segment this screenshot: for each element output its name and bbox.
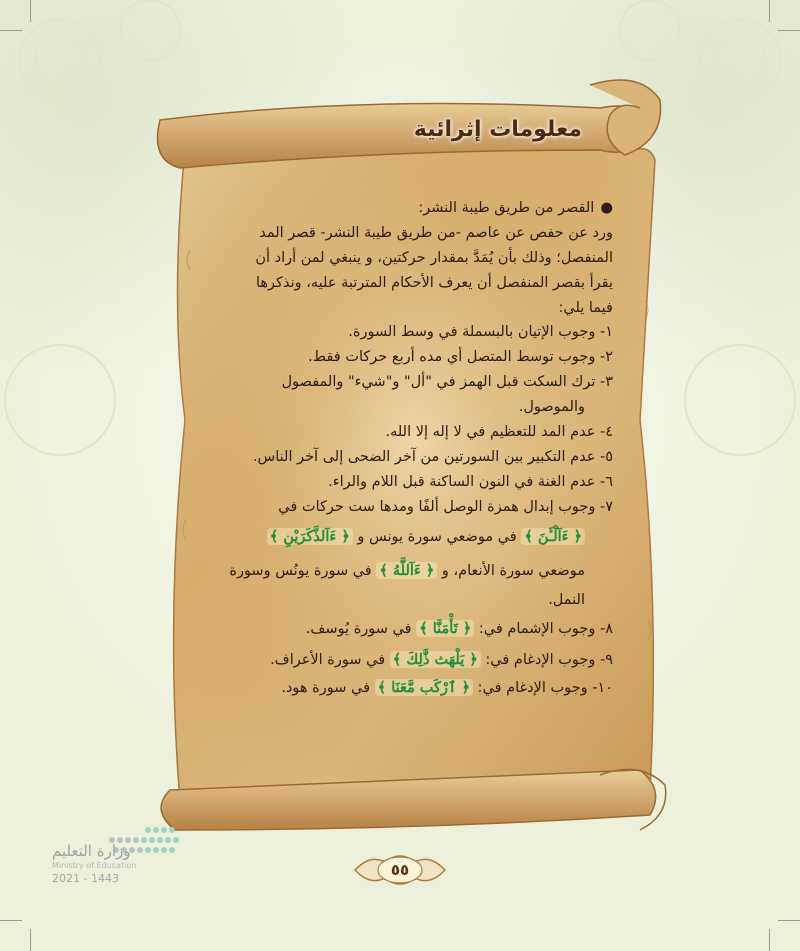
- quran-word: ﴿ ءَآللَّهُ ﴾: [376, 562, 437, 579]
- item-text: في سورة هود.: [281, 680, 371, 697]
- item-number: ٦-: [599, 473, 613, 490]
- item-number: ٢-: [599, 349, 613, 366]
- item7-line: [205, 554, 613, 588]
- item-number: ٧-: [599, 498, 613, 515]
- list-item: [205, 445, 613, 470]
- item-text: وجوب الإشمام في:: [478, 621, 596, 638]
- list-item: [205, 674, 613, 702]
- intro-heading: [205, 196, 613, 221]
- ministry-name-en: Ministry of Education: [52, 861, 137, 870]
- item-text: وجوب الإتيان بالبسملة في وسط السورة.: [348, 324, 596, 341]
- item-number: ٣-: [599, 374, 613, 391]
- quran-word: ﴿ تَأْمَنَّا ﴾: [416, 620, 474, 637]
- list-item: [205, 646, 613, 674]
- item7-line: [205, 520, 613, 554]
- list-item: [205, 612, 613, 646]
- item-number: ١٠-: [592, 680, 613, 697]
- page-title: معلومات إثرائية: [413, 117, 582, 142]
- intro-line: يقرأ بقصر المنفصل أن يعرف الأحكام المترتبة عليه، ونذكرها: [255, 274, 613, 291]
- item-text: في سورة يُوسف.: [305, 621, 412, 638]
- item-number: ١-: [599, 324, 613, 341]
- bullet-icon: ●: [600, 200, 613, 216]
- quran-word: ﴿ ءَآلذَّكَرَيْنِ ﴾: [267, 528, 353, 545]
- content-block: [205, 196, 613, 702]
- list-item: [205, 495, 613, 520]
- item-text: وجوب توسط المتصل أي مده أربع حركات فقط.: [308, 349, 596, 366]
- item-number: ٩-: [599, 652, 613, 669]
- item-text: عدم المد للتعظيم في لا إله إلا الله.: [385, 424, 596, 441]
- list-item: [205, 320, 613, 345]
- intro-line: فيما يلي:: [558, 299, 613, 316]
- list-item: [205, 345, 613, 370]
- item-number: ٤-: [599, 424, 613, 441]
- item-text: وجوب إبدال همزة الوصل ألفًا ومدها ست حركات في: [278, 498, 596, 515]
- quran-word: ﴿ ٱرْكَب مَّعَنَا ﴾: [375, 679, 473, 696]
- intro-line: المنفصل؛ وذلك بأن يُمَدَّ بمقدار حركتين، و ينبغي لمن أراد أن: [255, 249, 613, 266]
- page-number-badge: [350, 848, 450, 892]
- item-number: ٨-: [599, 621, 613, 638]
- item-number: ٥-: [599, 448, 613, 465]
- intro-line: ورد عن حفص عن عاصم -من طريق طيبة النشر- قصر المد: [259, 224, 613, 241]
- list-item: [205, 470, 613, 495]
- item-text: عدم التكبير بين السورتين من آخر الضحى إلى آخر الناس.: [252, 448, 596, 465]
- item-text: وجوب الإدغام في:: [477, 680, 588, 697]
- item7-mid: في سورة يونُس وسورة: [229, 562, 372, 579]
- ministry-name-ar: وزارة التعليم: [52, 842, 131, 860]
- page-number: ٥٥: [390, 861, 410, 879]
- list-item-continuation: والموصول.: [518, 399, 585, 416]
- list-item: [205, 420, 613, 445]
- edition-year: 2021 - 1443: [52, 872, 119, 885]
- item7-mid: في موضعي سورة يونس و: [357, 528, 517, 545]
- item7-mid: موضعي سورة الأنعام، و: [441, 562, 585, 579]
- item-text: وجوب الإدغام في:: [485, 652, 596, 669]
- item7-end: النمل.: [548, 591, 585, 608]
- item-text: عدم الغنة في النون الساكنة قبل اللام والراء.: [328, 473, 596, 490]
- quran-word: ﴿ ءَآلْـَٔنَ ﴾: [521, 528, 585, 545]
- intro-heading-text: القصر من طريق طيبة النشر:: [418, 200, 595, 216]
- item-text: ترك السكت قبل الهمز في "أل" و"شيء" والمفصول: [281, 374, 596, 391]
- quran-word: ﴿ يَلْهَث ذَّٰلِكَ ﴾: [390, 651, 481, 668]
- list-item: [205, 370, 613, 395]
- item-text: في سورة الأعراف.: [270, 652, 386, 669]
